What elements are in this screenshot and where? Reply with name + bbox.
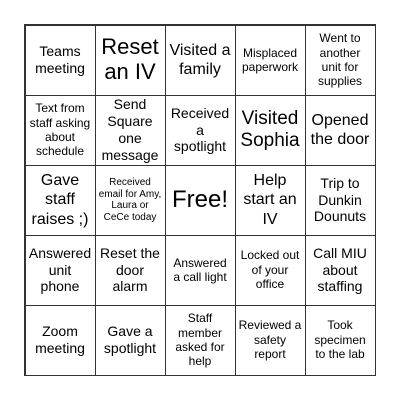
cell-text: Text from staff asking about schedule: [29, 101, 91, 159]
cell-text: Send Square one message: [101, 96, 159, 163]
cell-text: Went to another unit for supplies: [317, 31, 363, 89]
cell-text: Misplaced paperwork: [241, 45, 299, 74]
bingo-cell[interactable]: [305, 305, 376, 376]
cell-text: Call MIU about staffing: [313, 244, 367, 295]
bingo-cell[interactable]: [25, 95, 96, 166]
bingo-cell[interactable]: [305, 95, 376, 166]
bingo-cell[interactable]: [305, 235, 376, 306]
bingo-board: [24, 24, 376, 376]
bingo-cell[interactable]: [235, 305, 306, 376]
bingo-cell[interactable]: [235, 25, 306, 96]
cell-text: Visited a family: [169, 41, 231, 78]
bingo-cell[interactable]: [25, 235, 96, 306]
bingo-cell[interactable]: [305, 165, 376, 236]
cell-text: Reviewed a safety report: [238, 318, 302, 362]
bingo-cell[interactable]: [165, 25, 236, 96]
bingo-cell[interactable]: [305, 25, 376, 96]
cell-text: Took specimen to the lab: [314, 318, 366, 362]
cell-text: Free!: [171, 185, 228, 213]
cell-text: Zoom meeting: [35, 323, 85, 356]
bingo-cell[interactable]: [235, 235, 306, 306]
cell-text: Visited Sophia: [240, 108, 300, 151]
bingo-cell[interactable]: [165, 305, 236, 376]
cell-text: Answered a call light: [173, 255, 227, 284]
cell-text: Received email for Amy, Laura or CeCe today: [98, 177, 162, 223]
cell-text: Reset the door alarm: [100, 244, 160, 295]
cell-text: Gave a spotlight: [103, 323, 157, 356]
bingo-cell[interactable]: [95, 95, 166, 166]
cell-text: Reset an IV: [101, 34, 159, 84]
cell-text: Trip to Dunkin Dounuts: [313, 174, 367, 225]
bingo-cell[interactable]: [165, 95, 236, 166]
bingo-cell[interactable]: [95, 25, 166, 96]
bingo-cell[interactable]: [95, 165, 166, 236]
cell-text: Received a spotlight: [170, 104, 230, 155]
bingo-cell[interactable]: [235, 95, 306, 166]
bingo-cell[interactable]: [95, 235, 166, 306]
bingo-cell[interactable]: [95, 305, 166, 376]
cell-text: Locked out of your office: [240, 248, 300, 292]
bingo-cell[interactable]: [165, 235, 236, 306]
cell-text: Teams meeting: [35, 43, 85, 76]
cell-text: Answered unit phone: [28, 244, 92, 295]
cell-text: Help start an IV: [243, 172, 297, 228]
bingo-cell[interactable]: [25, 25, 96, 96]
bingo-cell[interactable]: [235, 165, 306, 236]
cell-text: Gave staff raises ;): [31, 172, 89, 228]
cell-text: Opened the door: [310, 111, 370, 148]
bingo-cell[interactable]: [25, 305, 96, 376]
cell-text: Staff member asked for help: [175, 311, 225, 369]
free-space-cell[interactable]: [165, 165, 236, 236]
bingo-cell[interactable]: [25, 165, 96, 236]
